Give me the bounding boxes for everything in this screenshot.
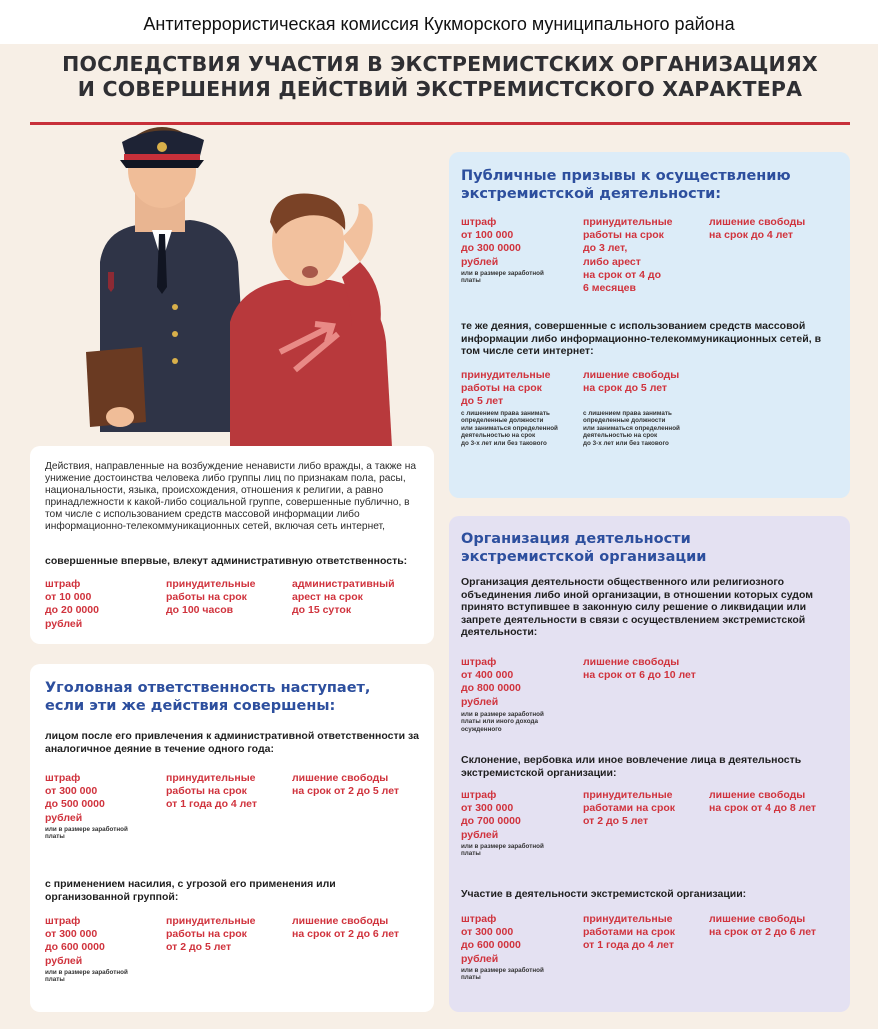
public-calls-imprisonment: лишение свободы на срок до 4 лет (709, 216, 806, 242)
criminal-case-repeat: лицом после его привлечения к административной ответственности за аналогичное деяние в течение одного года: (45, 730, 419, 755)
criminal-case2-fine-note: или в размере заработной платы (45, 969, 128, 984)
organization-fine: штраф от 400 000 до 800 0000 рублей (461, 656, 521, 708)
criminal-case2-imprisonment: лишение свободы на срок от 2 до 6 лет (292, 915, 400, 941)
criminal-heading: Уголовная ответственность наступает, если эти же действия совершены: (45, 680, 371, 714)
title-line-1: ПОСЛЕДСТВИЯ УЧАСТИЯ В ЭКСТРЕМИСТСКИХ ОРГАНИЗАЦИЯХ (62, 52, 818, 76)
administrative-arrest: административный арест на срок до 15 суток (292, 578, 395, 617)
organization-text: Организация деятельности общественного или религиозного объединения либо иной организации, в отношении которых судом принято вступившее в законную силу решение о ликвидации или запрете деятельности в связи с осуществлением экстремистской деятельности: (461, 576, 814, 638)
title-line-2: И СОВЕРШЕНИЯ ДЕЙСТВИЙ ЭКСТРЕМИСТСКОГО ХАРАКТЕРА (77, 77, 803, 101)
public-calls-media-imprisonment: лишение свободы на срок до 5 лет (583, 369, 680, 395)
administrative-fine: штраф от 10 000 до 20 0000 рублей (45, 578, 99, 630)
public-calls-media: те же деяния, совершенные с использованием средств массовой информации либо информационно-телекоммуникационных сетей, в том числе сети интернет: (461, 320, 822, 357)
organization-heading: Организация деятельности экстремистской организации (461, 531, 707, 565)
public-calls-media-imprisonment-note: с лишением права занимать определенные должности или заниматься определенной деятельностью на срок до 3-х лет или без такового (583, 410, 680, 447)
administrative-description: Действия, направленные на возбуждение ненависти либо вражды, а также на унижение достоинства человека либо группы лиц по признакам пола, расы, национальности, языка, происхождения, отношения к религии, а равно принадлежности к какой-либо социальной группе, совершенные публично, в том числе с использованием средств массовой информации либо информационно-телекоммуникационных сетей, включая сеть интернет, (45, 461, 417, 532)
criminal-case1-fine-note: или в размере заработной платы (45, 826, 128, 841)
police-officer-and-youth-illustration (80, 112, 440, 447)
criminal-case-violence: с применением насилия, с угрозой его применения или организованной группой: (45, 878, 336, 903)
recruitment-imprisonment: лишение свободы на срок от 4 до 8 лет (709, 789, 817, 815)
administrative-forced-labor: принудительные работы на срок до 100 часов (166, 578, 256, 617)
criminal-case2-forced-labor: принудительные работы на срок от 2 до 5 лет (166, 915, 256, 954)
organization-recruitment: Склонение, вербовка или иное вовлечение лица в деятельность экстремистской организации: (461, 754, 802, 779)
public-calls-media-forced-labor: принудительные работы на срок до 5 лет (461, 369, 551, 408)
public-calls-forced-labor: принудительные работы на срок до 3 лет, либо арест на срок от 4 до 6 месяцев (583, 216, 673, 295)
participation-forced-labor: принудительные работами на срок от 1 года до 4 лет (583, 913, 676, 952)
participation-fine: штраф от 300 000 до 600 0000 рублей (461, 913, 521, 965)
poster-title (30, 52, 850, 102)
criminal-case1-fine: штраф от 300 000 до 500 0000 рублей (45, 772, 105, 824)
criminal-case1-forced-labor: принудительные работы на срок от 1 года до 4 лет (166, 772, 258, 811)
public-calls-media-forced-labor-note: с лишением права занимать определенные должности или заниматься определенной деятельностью на срок до 3-х лет или без такового (461, 410, 558, 447)
recruitment-fine-note: или в размере заработной платы (461, 843, 544, 858)
participation-imprisonment: лишение свободы на срок от 2 до 6 лет (709, 913, 817, 939)
organization-participation: Участие в деятельности экстремистской организации: (461, 888, 747, 900)
police-officer-figure (86, 127, 248, 432)
public-calls-fine-note: или в размере заработной платы (461, 270, 544, 285)
administrative-first-time: совершенные впервые, влекут административную ответственность: (45, 555, 408, 567)
criminal-case1-imprisonment: лишение свободы на срок от 2 до 5 лет (292, 772, 400, 798)
header-bar (0, 0, 878, 44)
public-calls-heading: Публичные призывы к осуществлению экстремистской деятельности: (461, 168, 791, 202)
participation-fine-note: или в размере заработной платы (461, 967, 544, 982)
organization-name: Антитеррористическая комиссия Кукморского муниципального района (143, 14, 735, 34)
criminal-case2-fine: штраф от 300 000 до 600 0000 рублей (45, 915, 105, 967)
organization-fine-note: или в размере заработной платы или иного дохода осужденного (461, 711, 544, 733)
youth-figure (230, 194, 392, 447)
recruitment-forced-labor: принудительные работами на срок от 2 до 5 лет (583, 789, 676, 828)
public-calls-fine: штраф от 100 000 до 300 0000 рублей (461, 216, 521, 268)
recruitment-fine: штраф от 300 000 до 700 0000 рублей (461, 789, 521, 841)
organization-imprisonment: лишение свободы на срок от 6 до 10 лет (583, 656, 696, 682)
